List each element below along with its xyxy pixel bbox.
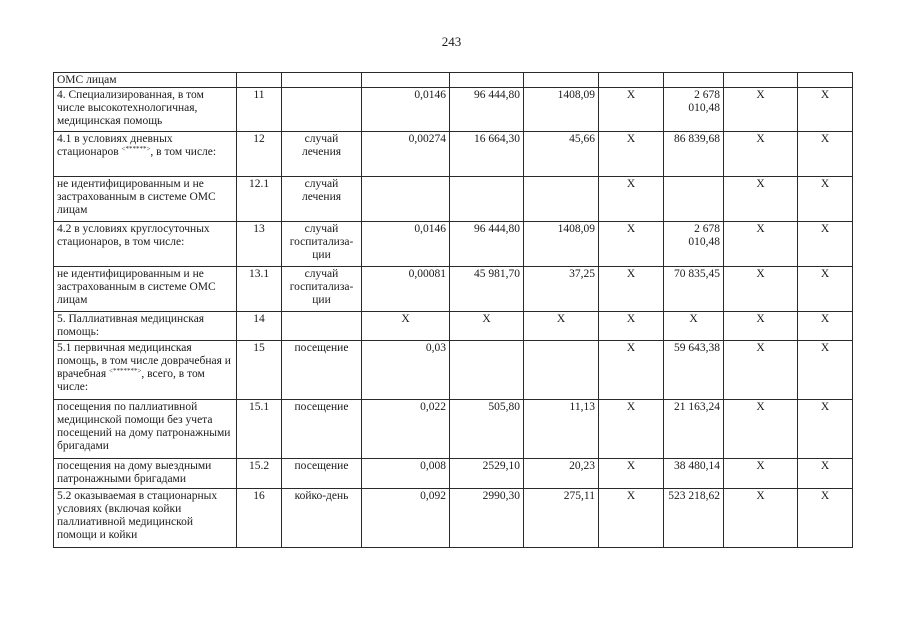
- row-cost: [450, 73, 524, 88]
- row-col10: X: [798, 177, 853, 222]
- row-cost: [450, 177, 524, 222]
- row-col7: X: [599, 132, 664, 177]
- row-name: [54, 267, 237, 312]
- row-cost: 2990,30: [450, 489, 524, 548]
- row-name: [54, 459, 237, 489]
- table-row: [54, 267, 853, 312]
- table-row: [54, 400, 853, 459]
- row-cost: X: [450, 312, 524, 341]
- table-row: [54, 489, 853, 548]
- row-norm: 0,0146: [362, 88, 450, 132]
- name-text: посещения по паллиативной медицинской помощи без учета посещений на дому патронажными бригадами: [57, 401, 231, 452]
- row-col8: 2 678 010,48: [664, 88, 724, 132]
- row-cost: 96 444,80: [450, 88, 524, 132]
- row-per-capita: X: [524, 312, 599, 341]
- row-per-capita: 275,11: [524, 489, 599, 548]
- name-text: не идентифицированным и не застрахованным в системе ОМС лицам: [57, 268, 216, 306]
- row-col9: X: [724, 177, 798, 222]
- row-col8: 21 163,24: [664, 400, 724, 459]
- row-unit: [282, 73, 362, 88]
- row-name: [54, 400, 237, 459]
- row-col9: X: [724, 132, 798, 177]
- row-col7: [599, 73, 664, 88]
- row-norm: 0,0146: [362, 222, 450, 267]
- row-per-capita: 20,23: [524, 459, 599, 489]
- row-unit: случай лечения: [282, 177, 362, 222]
- row-cost: [450, 341, 524, 400]
- row-code: 15.1: [237, 400, 282, 459]
- name-text-cont: , в том числе:: [150, 146, 217, 158]
- table-row: [54, 132, 853, 177]
- row-code: 15: [237, 341, 282, 400]
- row-code: 11: [237, 88, 282, 132]
- row-per-capita: 1408,09: [524, 88, 599, 132]
- row-unit: посещение: [282, 459, 362, 489]
- row-per-capita: [524, 341, 599, 400]
- row-col8: 2 678 010,48: [664, 222, 724, 267]
- name-text: не идентифицированным и не застрахованным в системе ОМС лицам: [57, 178, 216, 216]
- row-name: [54, 73, 237, 88]
- row-unit: [282, 312, 362, 341]
- row-col9: X: [724, 312, 798, 341]
- row-col8: X: [664, 312, 724, 341]
- row-col10: X: [798, 489, 853, 548]
- row-per-capita: [524, 177, 599, 222]
- row-norm: [362, 177, 450, 222]
- row-col10: X: [798, 341, 853, 400]
- row-norm: 0,03: [362, 341, 450, 400]
- row-norm: X: [362, 312, 450, 341]
- row-per-capita: [524, 73, 599, 88]
- row-cost: 2529,10: [450, 459, 524, 489]
- row-norm: 0,022: [362, 400, 450, 459]
- row-name: [54, 222, 237, 267]
- table-row: [54, 459, 853, 489]
- row-cost: 96 444,80: [450, 222, 524, 267]
- table-row: [54, 88, 853, 132]
- row-name: [54, 489, 237, 548]
- row-col9: X: [724, 88, 798, 132]
- row-col8: 59 643,38: [664, 341, 724, 400]
- row-col10: [798, 73, 853, 88]
- row-unit: койко-день: [282, 489, 362, 548]
- row-col7: X: [599, 312, 664, 341]
- row-code: 13: [237, 222, 282, 267]
- row-code: 12: [237, 132, 282, 177]
- name-text-cont: , всего, в том числе:: [57, 368, 205, 393]
- row-code: 16: [237, 489, 282, 548]
- row-name: [54, 132, 237, 177]
- row-col10: X: [798, 132, 853, 177]
- row-name: [54, 312, 237, 341]
- row-col10: X: [798, 400, 853, 459]
- row-col7: X: [599, 177, 664, 222]
- row-col7: X: [599, 400, 664, 459]
- row-name: [54, 341, 237, 400]
- row-unit: случай госпитализа-ции: [282, 222, 362, 267]
- footnote-mark: <******>: [121, 145, 151, 153]
- row-col7: X: [599, 88, 664, 132]
- row-col9: X: [724, 222, 798, 267]
- name-text: 5. Паллиативная медицинская помощь:: [57, 313, 205, 338]
- table-row: [54, 73, 853, 88]
- name-text: 5.1 первичная медицинская помощь, в том числе доврачебная и врачебная: [57, 342, 231, 380]
- row-code: [237, 73, 282, 88]
- row-col9: X: [724, 341, 798, 400]
- row-unit: случай госпитализа-ции: [282, 267, 362, 312]
- name-text: 4.2 в условиях круглосуточных стационаров, в том числе:: [57, 223, 210, 248]
- row-col8: [664, 73, 724, 88]
- row-col8: 86 839,68: [664, 132, 724, 177]
- row-unit: посещение: [282, 341, 362, 400]
- row-col8: 70 835,45: [664, 267, 724, 312]
- row-col7: X: [599, 341, 664, 400]
- row-col10: X: [798, 459, 853, 489]
- row-code: 14: [237, 312, 282, 341]
- row-unit: посещение: [282, 400, 362, 459]
- row-col7: X: [599, 222, 664, 267]
- row-col10: X: [798, 267, 853, 312]
- table-row: [54, 341, 853, 400]
- name-text: 4. Специализированная, в том числе высокотехнологичная, медицинская помощь: [57, 89, 204, 127]
- row-per-capita: 45,66: [524, 132, 599, 177]
- row-col10: X: [798, 222, 853, 267]
- row-col9: X: [724, 400, 798, 459]
- row-name: [54, 177, 237, 222]
- row-col8: 38 480,14: [664, 459, 724, 489]
- row-per-capita: 11,13: [524, 400, 599, 459]
- row-col9: X: [724, 267, 798, 312]
- row-col9: X: [724, 459, 798, 489]
- row-unit: [282, 88, 362, 132]
- page-number: 243: [441, 34, 462, 49]
- row-col10: X: [798, 88, 853, 132]
- row-col8: 523 218,62: [664, 489, 724, 548]
- footnote-mark: <*******>: [109, 367, 142, 375]
- row-norm: 0,092: [362, 489, 450, 548]
- row-norm: 0,00081: [362, 267, 450, 312]
- table-row: [54, 222, 853, 267]
- name-text: 5.2 оказываемая в стационарных условиях (включая койки паллиативной медицинской помощи и койки: [57, 490, 218, 541]
- row-cost: 45 981,70: [450, 267, 524, 312]
- row-code: 13.1: [237, 267, 282, 312]
- row-code: 12.1: [237, 177, 282, 222]
- name-text: ОМС лицам: [57, 74, 117, 86]
- row-name: [54, 88, 237, 132]
- row-norm: 0,008: [362, 459, 450, 489]
- table-row: [54, 177, 853, 222]
- row-col9: [724, 73, 798, 88]
- row-norm: [362, 73, 450, 88]
- row-per-capita: 1408,09: [524, 222, 599, 267]
- row-cost: 505,80: [450, 400, 524, 459]
- row-col7: X: [599, 267, 664, 312]
- row-col9: X: [724, 489, 798, 548]
- row-code: 15.2: [237, 459, 282, 489]
- row-col7: X: [599, 459, 664, 489]
- row-norm: 0,00274: [362, 132, 450, 177]
- name-text: 4.1 в условиях дневных стационаров: [57, 133, 173, 158]
- row-col8: [664, 177, 724, 222]
- row-col10: X: [798, 312, 853, 341]
- cost-norms-table: [53, 72, 853, 548]
- name-text: посещения на дому выездными патронажными бригадами: [57, 460, 212, 485]
- row-per-capita: 37,25: [524, 267, 599, 312]
- row-cost: 16 664,30: [450, 132, 524, 177]
- row-col7: X: [599, 489, 664, 548]
- table-row: [54, 312, 853, 341]
- row-unit: случай лечения: [282, 132, 362, 177]
